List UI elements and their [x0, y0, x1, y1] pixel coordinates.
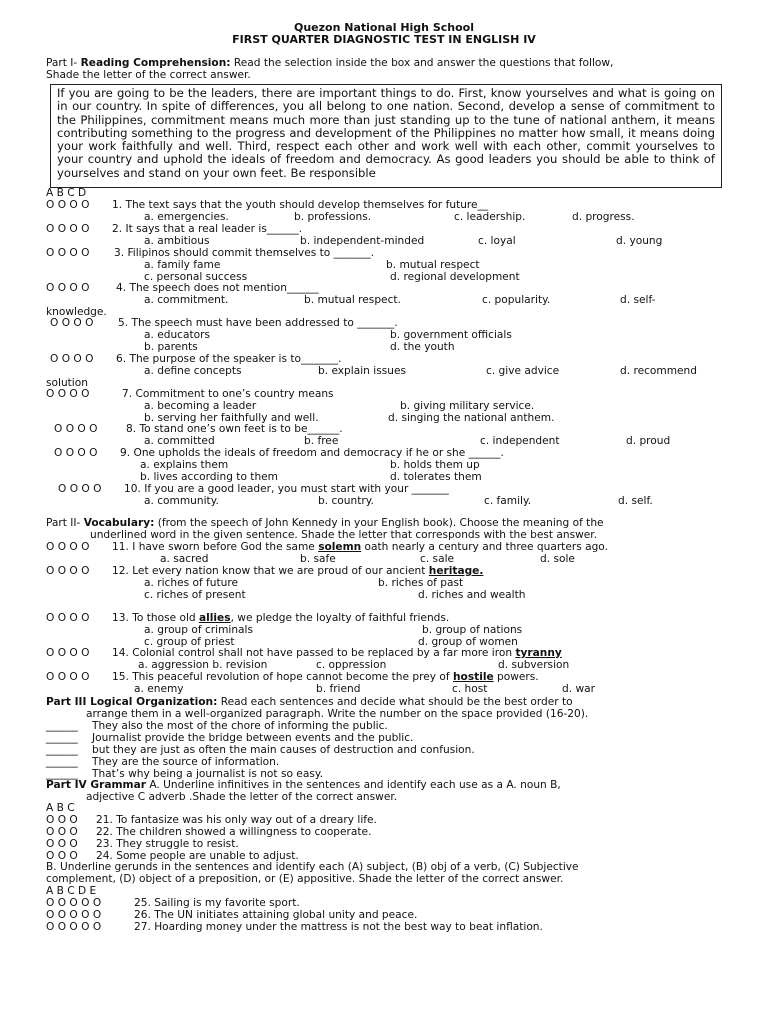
- answer-bubbles[interactable]: O O O O: [46, 199, 90, 211]
- sentence-start: 12. Let every nation know that we are proud of our ancient: [112, 565, 429, 577]
- grammar-sentence: 24. Some people are unable to adjust.: [96, 850, 299, 862]
- choice-d: d. progress.: [572, 211, 635, 223]
- test-title: FIRST QUARTER DIAGNOSTIC TEST IN ENGLISH IV: [232, 33, 536, 46]
- part1-instructions-line1: Read the selection inside the box and answer the questions that follow,: [233, 57, 614, 69]
- part2-instructions-line2: underlined word in the given sentence. Shade the letter that corresponds with the best answer.: [90, 529, 598, 541]
- reading-passage-box: [50, 84, 722, 188]
- choice-3: d. war: [562, 683, 595, 695]
- answer-blank[interactable]: ______: [46, 768, 78, 780]
- question-stem: 3. Filipinos should commit themselves to _______.: [114, 247, 375, 259]
- logical-sentence: They also the most of the chore of informing the public.: [92, 720, 388, 732]
- answer-bubbles[interactable]: O O O O: [46, 388, 90, 400]
- answer-bubbles[interactable]: O O O: [46, 826, 78, 838]
- choice-2: c. sale: [420, 553, 455, 565]
- answer-bubbles[interactable]: O O O O O: [46, 909, 102, 921]
- choice-0: a. enemy: [134, 683, 184, 695]
- sentence-start: 13. To those old: [112, 612, 200, 624]
- choice-d: d. riches and wealth: [418, 589, 526, 601]
- choice-b: b. independent-minded: [300, 235, 425, 247]
- choice-b: b. riches of past: [378, 577, 464, 589]
- answer-bubbles[interactable]: O O O: [46, 814, 78, 826]
- answer-bubbles[interactable]: O O O: [46, 850, 78, 862]
- choice-a: a. define concepts: [144, 365, 242, 377]
- question-stem: 4. The speech does not mention______: [116, 282, 319, 294]
- choice-c: b. lives according to them: [140, 471, 278, 483]
- choice-wrap: solution: [46, 377, 88, 389]
- underlined-word: solemn: [318, 541, 362, 553]
- choice-c: b. parents: [144, 341, 198, 353]
- part3-instructions-line1: Read each sentences and decide what should be the best order to: [220, 696, 573, 708]
- answer-bubbles[interactable]: O O O O O: [46, 897, 102, 909]
- answer-bubbles[interactable]: O O O O O: [46, 921, 102, 933]
- answer-bubbles[interactable]: O O O O: [46, 612, 90, 624]
- choice-c: c. family.: [484, 495, 532, 507]
- sentence-start: 11. I have sworn before God the same: [112, 541, 319, 553]
- choice-a: a. commitment.: [144, 294, 229, 306]
- question-stem: 6. The purpose of the speaker is to_______.: [116, 353, 342, 365]
- gerund-sentence: 26. The UN initiates attaining global unity and peace.: [134, 909, 418, 921]
- question-stem: 1. The text says that the youth should develop themselves for future__: [112, 199, 489, 211]
- choice-0: a. sacred: [160, 553, 209, 565]
- question-stem: 9. One upholds the ideals of freedom and democracy if he or she ______.: [120, 447, 504, 459]
- part4-heading: Part IV Grammar: [46, 779, 146, 791]
- choice-b: b. mutual respect.: [304, 294, 401, 306]
- gerund-sentence: 25. Sailing is my favorite sport.: [134, 897, 300, 909]
- answer-letters-header: A B C D: [46, 187, 87, 199]
- choice-d: d. regional development: [390, 271, 520, 283]
- choice-a: a. riches of future: [144, 577, 238, 589]
- choice-b: b. giving military service.: [400, 400, 535, 412]
- choice-wrap: knowledge.: [46, 306, 107, 318]
- answer-bubbles[interactable]: O O O O: [50, 317, 94, 329]
- choice-1: b. friend: [316, 683, 361, 695]
- choice-b: b. group of nations: [422, 624, 523, 636]
- part1-instructions-line2: Shade the letter of the correct answer.: [46, 69, 251, 81]
- grammar-sentence: 23. They struggle to resist.: [96, 838, 239, 850]
- part4b-letters: A B C D E: [46, 885, 97, 897]
- choice-a: a. ambitious: [144, 235, 210, 247]
- reading-passage: If you are going to be the leaders, there are important things to do. First, know yourselves and what is going on in our country. In spite of differences, you all belong to one nation. Second, develop a sense of commitment to the Philippines, commitment means much more than just standing up to the tune of national anthem, it means contributing something to the progress and development of the Philippines no matter how small, it means doing your work faithfully and well. Third, respect each other and work well with each other, commit yourselves to your country and uphold the ideals of freedom and democracy. As good leaders you should be able to think of yourselves and stand on your own feet. Be responsible: [57, 86, 715, 180]
- sentence-end: , we pledge the loyalty of faithful friends.: [230, 612, 450, 624]
- choice-c: c. leadership.: [454, 211, 526, 223]
- logical-sentence: but they are just as often the main causes of destruction and confusion.: [92, 744, 475, 756]
- choice-a: a. family fame: [144, 259, 221, 271]
- choice-c: c. give advice: [486, 365, 560, 377]
- choice-c: c. group of priest: [144, 636, 235, 648]
- logical-sentence: Journalist provide the bridge between events and the public.: [92, 732, 414, 744]
- answer-blank[interactable]: ______: [46, 732, 78, 744]
- choice-b: b. country.: [318, 495, 374, 507]
- choice-c: c. loyal: [478, 235, 516, 247]
- question-stem: 8. To stand one’s own feet is to be______.: [126, 423, 343, 435]
- part4b-instructions-line2: complement, (D) object of a preposition, or (E) appositive. Shade the letter of the correct answer.: [46, 873, 564, 885]
- choice-b: b. professions.: [294, 211, 372, 223]
- choice-d: d. recommend: [620, 365, 698, 377]
- grammar-sentence: 21. To fantasize was his only way out of a dreary life.: [96, 814, 377, 826]
- choice-d: d. singing the national anthem.: [388, 412, 555, 424]
- choice-b: b. explain issues: [318, 365, 406, 377]
- choice-c: c. riches of present: [144, 589, 246, 601]
- part2-heading: Vocabulary:: [83, 517, 155, 529]
- choice-d: d. the youth: [390, 341, 455, 353]
- question-stem: 5. The speech must have been addressed to _______.: [118, 317, 398, 329]
- choice-0: a. aggression b. revision: [138, 659, 268, 671]
- choice-a: a. emergencies.: [144, 211, 229, 223]
- answer-bubbles[interactable]: O O O O: [46, 247, 90, 259]
- part4-instructions-line1: A. Underline infinitives in the sentences and identify each use as a A. noun B,: [149, 779, 561, 791]
- choice-a: a. community.: [144, 495, 219, 507]
- part1-label: Part I-: [46, 57, 78, 69]
- choice-3: d. sole: [540, 553, 575, 565]
- answer-bubbles[interactable]: O O O O: [46, 565, 90, 577]
- answer-bubbles[interactable]: O O O O: [58, 483, 102, 495]
- question-stem: 7. Commitment to one’s country means: [122, 388, 334, 400]
- answer-bubbles[interactable]: O O O O: [54, 447, 98, 459]
- answer-bubbles[interactable]: O O O O: [50, 353, 94, 365]
- choice-b: b. government officials: [390, 329, 512, 341]
- underlined-word: hostile: [453, 671, 494, 683]
- choice-d: d. self-: [620, 294, 656, 306]
- sentence-start: 14. Colonial control shall not have passed to be replaced by a far more iron: [112, 647, 516, 659]
- choice-d: d. group of women: [418, 636, 518, 648]
- answer-bubbles[interactable]: O O O O: [46, 671, 90, 683]
- choice-b: b. holds them up: [390, 459, 480, 471]
- logical-sentence: They are the source of information.: [92, 756, 280, 768]
- sentence-start: 15. This peaceful revolution of hope cannot become the prey of: [112, 671, 453, 683]
- logical-sentence: That’s why being a journalist is not so easy.: [92, 768, 323, 780]
- question-stem: 10. If you are a good leader, you must start with your _______: [124, 483, 449, 495]
- answer-bubbles[interactable]: O O O O: [46, 541, 90, 553]
- choice-d: d. self.: [618, 495, 653, 507]
- answer-bubbles[interactable]: O O O O: [54, 423, 98, 435]
- underlined-word: allies: [199, 612, 231, 624]
- choice-c: c. independent: [480, 435, 560, 447]
- choice-b: b. free: [304, 435, 339, 447]
- gerund-sentence: 27. Hoarding money under the mattress is not the best way to beat inflation.: [134, 921, 543, 933]
- choice-a: a. becoming a leader: [144, 400, 257, 412]
- underlined-word: tyranny: [515, 647, 562, 659]
- choice-2: c. host: [452, 683, 488, 695]
- choice-2: d. subversion: [498, 659, 570, 671]
- grammar-sentence: 22. The children showed a willingness to cooperate.: [96, 826, 372, 838]
- choice-a: a. educators: [144, 329, 211, 341]
- part4a-letters: A B C: [46, 802, 75, 814]
- answer-blank[interactable]: ______: [46, 720, 78, 732]
- choice-c: c. personal success: [144, 271, 248, 283]
- part4-instructions-line2: adjective C adverb .Shade the letter of the correct answer.: [86, 791, 398, 803]
- choice-1: b. safe: [300, 553, 336, 565]
- answer-bubbles[interactable]: O O O O: [46, 282, 90, 294]
- choice-d: d. young: [616, 235, 663, 247]
- part3-instructions-line2: arrange them in a well-organized paragraph. Write the number on the space provided (16-20).: [86, 708, 589, 720]
- choice-c: b. serving her faithfully and well.: [144, 412, 319, 424]
- school-name: Quezon National High School: [293, 21, 474, 34]
- choice-1: c. oppression: [316, 659, 387, 671]
- sentence-end: oath nearly a century and three quarters ago.: [361, 541, 608, 553]
- question-stem: 2. It says that a real leader is______.: [112, 223, 302, 235]
- choice-a: a. committed: [144, 435, 215, 447]
- answer-blank[interactable]: ______: [46, 756, 78, 768]
- part2-instructions-line1: (from the speech of John Kennedy in your English book). Choose the meaning of the: [157, 517, 604, 529]
- sentence-end: powers.: [493, 671, 539, 683]
- answer-bubbles[interactable]: O O O: [46, 838, 78, 850]
- part1-heading: Reading Comprehension:: [80, 57, 231, 69]
- choice-a: a. group of criminals: [144, 624, 253, 636]
- choice-a: a. explains them: [140, 459, 229, 471]
- part4b-instructions-line1: B. Underline gerunds in the sentences and identify each (A) subject, (B) obj of a verb, (C) Subjective: [46, 861, 579, 873]
- answer-bubbles[interactable]: O O O O: [46, 223, 90, 235]
- choice-d: d. proud: [626, 435, 671, 447]
- choice-c: c. popularity.: [482, 294, 551, 306]
- answer-bubbles[interactable]: O O O O: [46, 647, 90, 659]
- part2-label: Part II-: [46, 517, 81, 529]
- underlined-word: heritage.: [428, 565, 484, 577]
- answer-blank[interactable]: ______: [46, 744, 78, 756]
- part3-heading: Part III Logical Organization:: [46, 696, 218, 708]
- choice-b: b. mutual respect: [386, 259, 480, 271]
- choice-d: d. tolerates them: [390, 471, 482, 483]
